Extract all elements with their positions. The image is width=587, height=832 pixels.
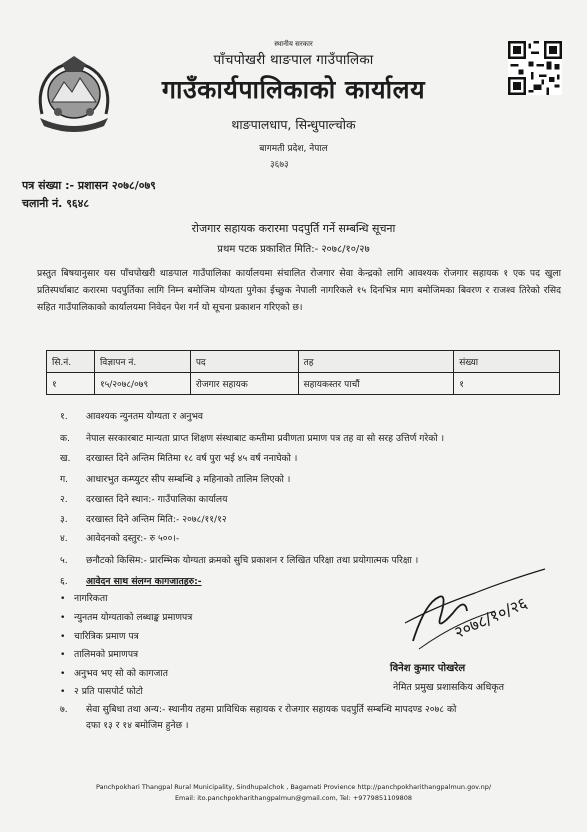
header-office-title: गाउँकार्यपालिकाको कार्यालय <box>161 75 426 104</box>
handwritten-signature <box>395 563 565 653</box>
vacancy-table <box>46 350 560 395</box>
letter-number: पत्र संख्या :- प्रशासन २०७८/०७९ <box>22 179 156 192</box>
list-item: दफा १३ र १४ बमोजिम हुनेछ । <box>86 720 189 731</box>
svg-text:२०७८/१०/२६: २०७८/१०/२६ <box>451 593 530 643</box>
col-advert-no: विज्ञापन नं. <box>94 351 190 373</box>
list-item: ३. दरखास्त दिने अन्तिम मिति:- २०७८/११/१२ <box>60 514 227 525</box>
list-item: ४. आवेदनको दस्तुर:- रु ५००।- <box>60 533 180 544</box>
table-cell: १ <box>454 373 560 395</box>
list-item: ग. आधारभुत कम्प्युटर सीप सम्बन्धि ३ महिनाको तालिम लिएको । <box>60 474 291 485</box>
list-item: २. दरखास्त दिने स्थान:- गाउँपालिका कार्यालय <box>60 494 228 505</box>
header-address: थाङपालधाप, सिन्धुपाल्चोक <box>231 117 356 132</box>
header-gaupalika-name: पाँचपोखरी थाङपाल गाउँपालिका <box>213 52 374 68</box>
table-cell: १५/२०७८/०७९ <box>94 373 190 395</box>
header-local-government: स्थानीय सरकार <box>274 40 313 48</box>
header-province: बागमती प्रदेश, नेपाल <box>259 144 328 154</box>
signatory-title: नेमित प्रमुख प्रशासकिय अधिकृत <box>393 682 505 693</box>
table-row <box>47 373 560 395</box>
col-serial: सि.नं. <box>47 351 95 373</box>
footer-contact: Email: ito.panchpokharithangpalmun@gmail.com, Tel: +97798511098​08 <box>174 794 413 802</box>
attachment-item: • अनुभव भए सो को कागजात <box>60 668 168 679</box>
footer-address: Panchpokhari Thangpal Rural Municipality, Sindhupalchok , Bagamati Provience http://panchpokharithangpalmun.gov.np/ <box>95 783 492 791</box>
attachment-item: • न्युनतम योग्यताको लब्धाङ्क प्रमाणपत्र <box>60 612 193 623</box>
table-cell: १ <box>47 373 95 395</box>
list-item: ख. दरखास्त दिने अन्तिम मितिमा १८ वर्ष पुरा भई ४५ वर्ष ननाघेको । <box>60 453 298 464</box>
attachment-item: • तालिमको प्रमाणपत्र <box>60 649 139 660</box>
attachment-item: • चारित्रिक प्रमाण पत्र <box>60 631 139 642</box>
list-item: क. नेपाल सरकारबाट मान्यता प्राप्त शिक्षण संस्थाबाट कम्तीमा प्रवीणता प्रमाण पत्र तह वा सो सरह उत्तिर्ण गरेको । <box>60 433 445 444</box>
intro-paragraph: प्रस्तुत बिषयानुसार यस पाँचपोखरी थाङपाल गाउँपालिका कार्यालयमा संचालित रोजगार सेवा केन्द्रको लागि आवश्यक रोजगार सहायक १ एक पद खुला प्रतिस्पर्धाबाट करारमा पदपुर्तिका लागि निम्न बमोजिम योग्यता पुगेका ईच्छुक नेपाली नागरिकले १५ दिनभित्र माग बमोजिमका बिवरण र राजश्व तिरेको रसिद सहित गाउँपालिकाको कार्यालयमा निवेदन पेश गर्न यो सूचना प्रकाशन गरिएको छ। <box>37 268 561 313</box>
list-item: ५. छनौटको किसिम:- प्रारम्भिक योग्यता क्रमको सुचि प्रकाशन र लिखित परिक्षा तथा प्रयोगात्मक परिक्षा । <box>60 555 419 566</box>
col-level: तह <box>298 351 454 373</box>
publish-date: प्रथम पटक प्रकाशित मिति:- २०७८/१०/२७ <box>217 244 370 255</box>
table-cell: सहायकस्तर पाचौं <box>298 373 454 395</box>
notice-subject: रोजगार सहायक करारमा पदपुर्ति गर्ने सम्बन्धि सूचना <box>191 222 396 235</box>
attachment-item: • नागरिकता <box>60 593 108 604</box>
col-count: संख्या <box>454 351 560 373</box>
list-item: ७. सेवा सुबिधा तथा अन्य:- स्थानीय तहमा प्राविधिक सहायक र रोजगार सहायक पदपुर्ति सम्बन्धि मापदण्ड २०७८ को <box>60 704 457 715</box>
table-header-row <box>47 351 560 373</box>
list-item: ६. आवेदन साथ संलग्न कागजातहरु:- <box>60 576 202 587</box>
signatory-name: विनेश कुमार पोखरेल <box>390 663 466 674</box>
dispatch-number: चलानी नं. ९६४८ <box>22 197 90 210</box>
attachment-item: • २ प्रति पासपोर्ट फोटो <box>60 686 143 697</box>
col-post: पद <box>190 351 298 373</box>
stamp-number: ३६७३ <box>270 160 289 170</box>
table-cell: रोजगार सहायक <box>190 373 298 395</box>
list-item: १. आवश्यक न्युनतम योग्यता र अनुभव <box>60 411 204 422</box>
